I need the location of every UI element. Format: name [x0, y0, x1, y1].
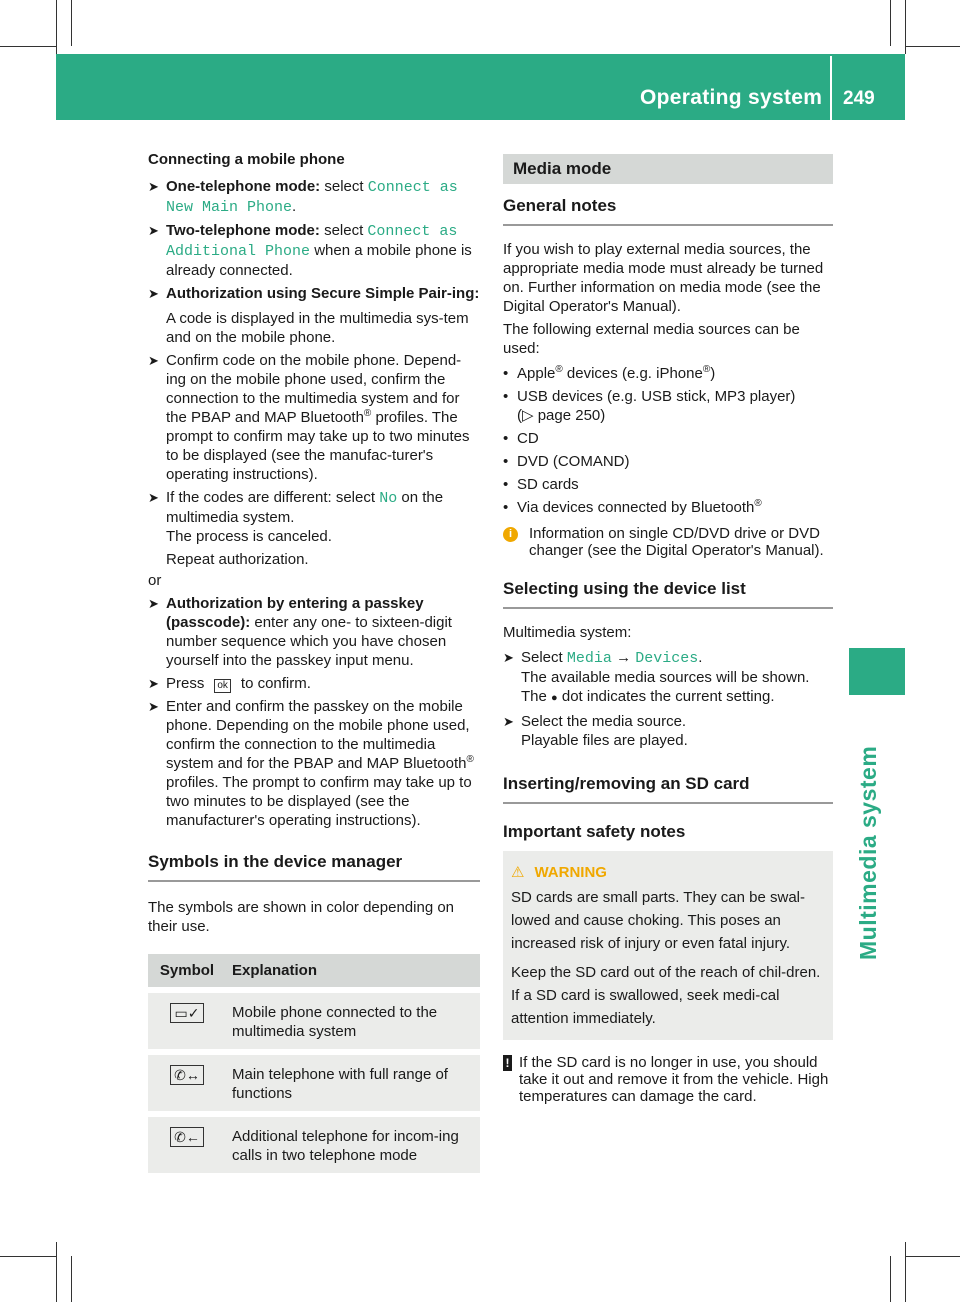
instruction-step: ➤ Press ok to confirm.: [148, 675, 311, 692]
step-arrow-icon: ➤: [148, 286, 159, 301]
list-item: • CD: [503, 430, 539, 447]
table-cell: Mobile phone connected to the multimedia system: [226, 990, 480, 1052]
crop-mark: [905, 1256, 960, 1257]
warning-box: [503, 851, 833, 1040]
page-header-title: Operating system: [640, 86, 823, 109]
step-arrow-icon: ➤: [148, 223, 159, 238]
crop-mark: [0, 1256, 56, 1257]
table-row: [148, 1114, 480, 1173]
table-row: [148, 1052, 480, 1114]
warning-icon: ⚠: [511, 864, 525, 881]
caution-note: ! If the SD card is no longer in use, you should take it out and remove it from the vehicle. High temperatures can damage the card.: [503, 1054, 833, 1105]
warning-title: WARNING: [534, 864, 607, 881]
table-cell: Additional telephone for incom-ing calls in two telephone mode: [226, 1114, 480, 1173]
section-heading: Selecting using the device list: [503, 579, 833, 609]
step-arrow-icon: ➤: [148, 676, 159, 691]
menu-item: No: [379, 490, 398, 507]
crop-mark: [890, 0, 891, 46]
step-arrow-icon: ➤: [503, 714, 514, 729]
or-text: or: [148, 572, 162, 589]
subsection-heading: Important safety notes: [503, 822, 686, 841]
instruction-step: ➤ Confirm code on the mobile phone. Depend-ing on the mobile phone used, confirm the connection to the multimedia system and for the PBAP and MAP Bluetooth® profiles. The prompt to confirm may take up to two minutes to be displayed (see the manufac-turer's operating instructions).: [148, 352, 470, 483]
side-chapter-label: Multimedia system: [855, 745, 881, 960]
ok-button-icon: ok: [214, 679, 231, 693]
phone-connected-icon: ▭✓: [170, 1003, 204, 1023]
dot-icon: ●: [551, 692, 558, 704]
section-title-box: Media mode: [503, 154, 833, 184]
table-row: [148, 990, 480, 1052]
paragraph: Multimedia system:: [503, 624, 632, 641]
menu-item: Connect as: [367, 223, 458, 240]
crop-mark: [56, 0, 57, 54]
table-cell: Main telephone with full range of functions: [226, 1052, 480, 1114]
caution-icon: !: [503, 1055, 512, 1071]
page-number: 249: [843, 88, 875, 109]
left-column: [148, 150, 480, 1173]
menu-item: Additional Phone: [166, 243, 311, 260]
step-arrow-icon: ➤: [148, 179, 159, 194]
crop-mark: [71, 0, 72, 46]
paragraph: The symbols are shown in color depending on their use.: [148, 899, 455, 935]
menu-item: Devices: [635, 650, 699, 667]
paragraph: The following external media sources can be used:: [503, 321, 800, 357]
right-column: [503, 154, 833, 1105]
info-note: i Information on single CD/DVD drive or DVD changer (see the Digital Operator's Manual).: [503, 525, 833, 559]
step-arrow-icon: ➤: [148, 353, 159, 368]
crop-mark: [71, 1256, 72, 1302]
side-tab-marker: [849, 648, 905, 695]
instruction-step: ➤ Two-telephone mode: select Connect as Additional Phone when a mobile phone is already connected.: [148, 222, 472, 279]
crop-mark: [0, 46, 56, 47]
step-arrow-icon: ➤: [148, 596, 159, 611]
header-separator: [830, 56, 832, 120]
section-heading: Inserting/removing an SD card: [503, 774, 833, 804]
additional-phone-icon: ✆←: [170, 1127, 204, 1147]
instruction-step: ➤ Select the media source. Playable files are played.: [503, 713, 688, 749]
section-heading: General notes: [503, 196, 833, 226]
table-header: Symbol: [148, 954, 226, 990]
step-arrow-icon: ➤: [503, 650, 514, 665]
main-phone-icon: ✆↔: [170, 1065, 204, 1085]
instruction-step: ➤ If the codes are different: select No on the multimedia system. The process is canceled. Repeat authorization.: [148, 489, 444, 568]
section-heading: Connecting a mobile phone: [148, 151, 345, 168]
list-item: • Apple® devices (e.g. iPhone®): [503, 364, 716, 382]
table-header: Explanation: [226, 954, 480, 990]
crop-mark: [905, 46, 960, 47]
warning-text: Keep the SD card out of the reach of chil-dren. If a SD card is swallowed, seek medi-cal attention immediately.: [511, 964, 821, 1027]
instruction-step: ➤ Authorization using Secure Simple Pair-ing: A code is displayed in the multimedia sys-tem and on the mobile phone.: [148, 285, 480, 346]
menu-item: Connect as: [367, 179, 458, 196]
list-item: • Via devices connected by Bluetooth®: [503, 498, 762, 516]
instruction-step: ➤ Select Media → Devices. The available media sources will be shown. The ● dot indicates the current setting.: [503, 649, 810, 705]
crop-mark: [905, 0, 906, 54]
menu-item: Media: [566, 650, 612, 667]
table-header-row: [148, 954, 480, 990]
step-arrow-icon: ➤: [148, 490, 159, 505]
instruction-step: ➤ One-telephone mode: select Connect as New Main Phone.: [148, 178, 458, 216]
crop-mark: [56, 1242, 57, 1302]
list-item: • DVD (COMAND): [503, 453, 630, 470]
menu-item: New Main Phone: [166, 199, 293, 216]
instruction-step: ➤ Authorization by entering a passkey (passcode): enter any one- to sixteen-digit number sequence which you have chosen yourself into the passkey input menu.: [148, 595, 452, 669]
list-item: • USB devices (e.g. USB stick, MP3 player) (▷ page 250): [503, 388, 796, 424]
section-heading: Symbols in the device manager: [148, 852, 480, 882]
crop-mark: [890, 1256, 891, 1302]
symbols-table: [148, 954, 480, 1173]
instruction-step: ➤ Enter and confirm the passkey on the mobile phone. Depending on the mobile phone used, confirm the connection to the multimedia system and for the PBAP and MAP Bluetooth® profiles. The prompt to confirm may take up to two minutes to be displayed (see the manufacturer's operating instructions).: [148, 698, 474, 829]
crop-mark: [905, 1242, 906, 1302]
step-arrow-icon: ➤: [148, 699, 159, 714]
info-icon: i: [503, 527, 518, 542]
paragraph: If you wish to play external media sources, the appropriate media mode must already be turned on. Further information on media mode (see the Digital Operator's Manual).: [503, 241, 824, 315]
warning-text: SD cards are small parts. They can be swal-lowed and cause choking. This poses an increased risk of injury or even fatal injury.: [511, 889, 806, 952]
list-item: • SD cards: [503, 476, 579, 493]
